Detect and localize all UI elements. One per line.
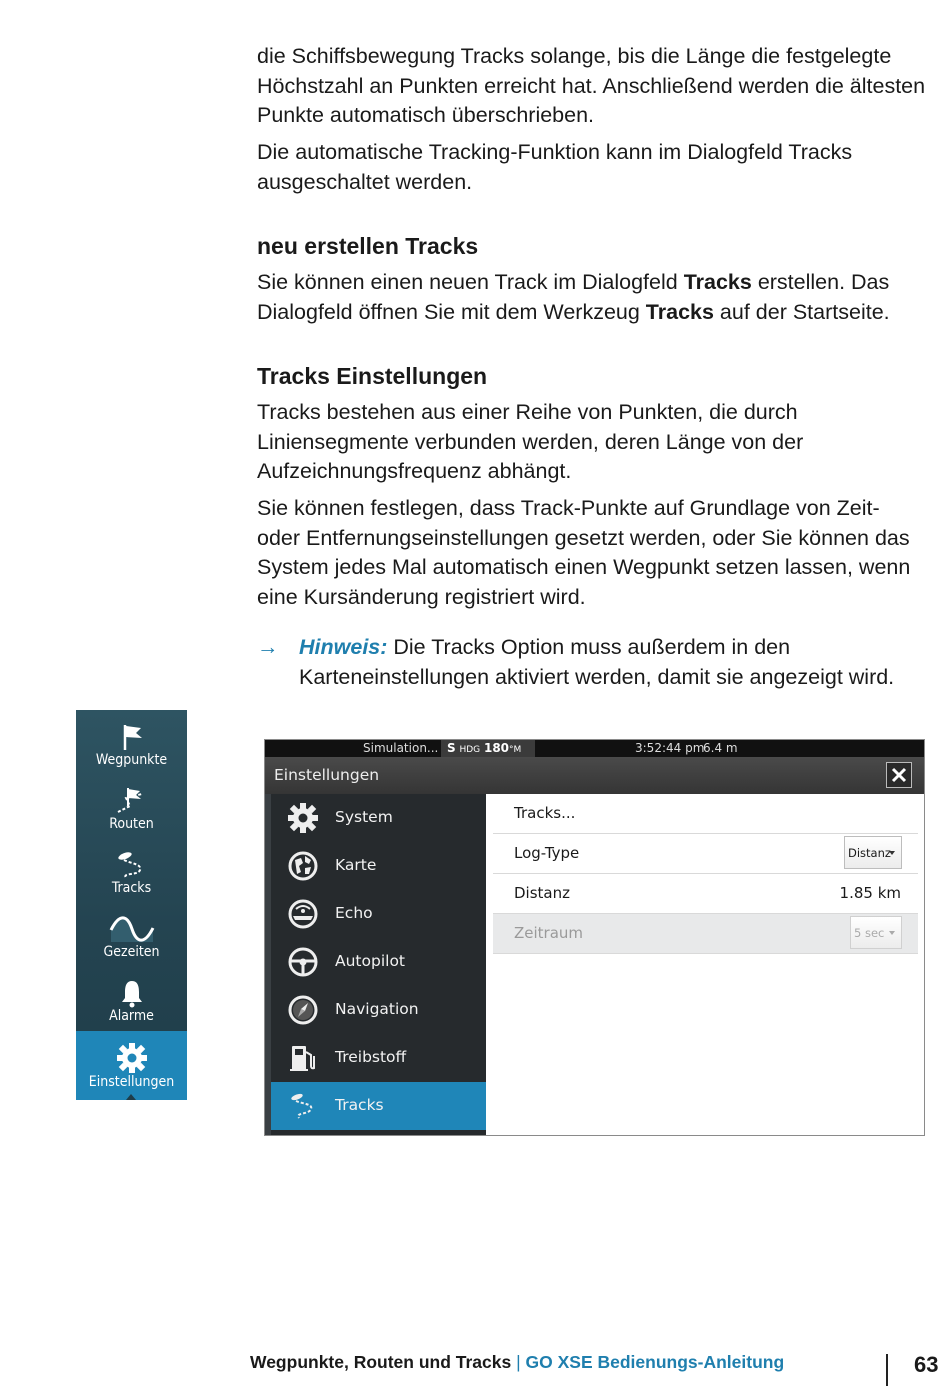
tracks-icon <box>287 1090 319 1122</box>
paragraph-create-track: Sie können einen neuen Track im Dialogfeld Tracks erstellen. Das Dialogfeld öffnen Sie mit dem Werkzeug Tracks auf der Startseite. <box>257 270 890 324</box>
row-label: Zeitraum <box>514 924 584 942</box>
page-footer <box>250 1352 784 1373</box>
flag-icon <box>117 722 147 752</box>
row-label: Tracks... <box>514 804 576 822</box>
caret-icon <box>126 1094 136 1100</box>
menu-item-label: Autopilot <box>335 952 405 970</box>
tracks-list-row[interactable] <box>493 794 918 834</box>
menu-item-tracks[interactable] <box>271 1082 486 1130</box>
menu-item-karte[interactable] <box>271 842 486 890</box>
menu-item-treibstoff[interactable] <box>271 1034 486 1082</box>
footer-divider <box>886 1354 888 1386</box>
distance-readout: 6.4 m <box>703 741 738 755</box>
simulation-status: Simulation... <box>363 741 439 755</box>
sidebar-label: Alarme <box>109 1008 154 1024</box>
sidebar-label: Tracks <box>111 880 152 896</box>
menu-item-label: Karte <box>335 856 377 874</box>
sidebar-item-routen[interactable] <box>76 786 187 850</box>
menu-item-autopilot[interactable] <box>271 938 486 986</box>
time-readout: 3:52:44 pm <box>635 741 705 755</box>
dialog-titlebar <box>265 757 924 794</box>
globe-icon <box>287 850 319 882</box>
distanz-value[interactable]: 1.85 km <box>839 884 901 902</box>
menu-item-navigation[interactable] <box>271 986 486 1034</box>
bell-icon <box>117 978 147 1008</box>
note-label: Hinweis: <box>299 635 388 659</box>
footer-manual-title: GO XSE Bedienungs-Anleitung <box>525 1352 785 1372</box>
menu-item-label: Treibstoff <box>335 1048 407 1066</box>
menu-item-label: Echo <box>335 904 373 922</box>
paragraph-auto-tracking: Die automatische Tracking-Funktion kann im Dialogfeld Tracks ausgeschaltet werden. <box>257 140 853 194</box>
close-icon <box>887 763 911 787</box>
sidebar-label: Einstellungen <box>88 1074 175 1090</box>
dropdown-value: Distanz <box>848 846 891 860</box>
logtype-dropdown[interactable] <box>844 836 902 869</box>
tide-icon <box>109 914 155 944</box>
compass-icon <box>287 994 319 1026</box>
echo-icon <box>287 898 319 930</box>
arrow-right-icon: → <box>257 635 279 659</box>
heading-new-tracks: neu erstellen Tracks <box>257 233 479 259</box>
settings-screenshot <box>264 739 925 1136</box>
heading-readout: S HDG 180°M <box>441 740 535 757</box>
heading-track-settings: Tracks Einstellungen <box>257 363 488 389</box>
paragraph-track-options: Sie können festlegen, dass Track-Punkte auf Grundlage von Zeit- oder Entfernungseinstellungen gesetzt werden, oder Sie können das System jedes Mal automatisch einen Wegpunkt setzen lassen, wenn eine Kursänderung registriert wird. <box>257 496 911 609</box>
status-bar <box>265 740 924 757</box>
sidebar-label: Wegpunkte <box>95 752 168 768</box>
footer-separator: | <box>511 1352 526 1372</box>
logtype-row[interactable] <box>493 834 918 874</box>
chevron-down-icon <box>889 851 895 855</box>
dropdown-value: 5 sec <box>854 926 885 940</box>
home-sidebar <box>76 710 187 1100</box>
sidebar-label: Gezeiten <box>103 944 160 960</box>
gear-icon <box>287 802 319 834</box>
settings-menu <box>271 794 486 1136</box>
distanz-row[interactable] <box>493 874 918 914</box>
menu-item-system[interactable] <box>271 794 486 842</box>
row-label: Distanz <box>514 884 570 902</box>
page-number: 63 <box>914 1352 939 1377</box>
sidebar-item-wegpunkte[interactable] <box>76 722 187 786</box>
fuel-icon <box>287 1042 319 1074</box>
menu-item-label: System <box>335 808 393 826</box>
sidebar-item-einstellungen[interactable] <box>76 1031 187 1100</box>
route-icon <box>112 786 152 816</box>
gear-icon <box>116 1042 148 1074</box>
chevron-down-icon <box>889 931 895 935</box>
steering-wheel-icon <box>287 946 319 978</box>
footer-chapter: Wegpunkte, Routen und Tracks <box>250 1352 512 1372</box>
paragraph-track-limit: die Schiffsbewegung Tracks solange, bis die Länge die festgelegte Höchstzahl an Punkten erreicht hat. Anschließend werden die ältesten Punkte automatisch überschrieben. <box>257 44 926 127</box>
note-text: Hinweis: Die Tracks Option muss außerdem in den Karteneinstellungen aktiviert werden, damit sie angezeigt wird. <box>299 635 895 689</box>
tracks-icon <box>112 850 152 880</box>
zeitraum-dropdown <box>850 916 902 949</box>
close-button[interactable] <box>886 762 912 788</box>
sidebar-label: Routen <box>109 816 154 832</box>
zeitraum-row <box>493 914 918 954</box>
menu-item-label: Navigation <box>335 1000 419 1018</box>
menu-item-echo[interactable] <box>271 890 486 938</box>
paragraph-track-points: Tracks bestehen aus einer Reihe von Punkten, die durch Liniensegmente verbunden werden, deren Länge von der Aufzeichnungsfrequenz abhängt. <box>257 400 804 483</box>
dialog-title: Einstellungen <box>274 766 380 784</box>
sidebar-item-gezeiten[interactable] <box>76 914 187 978</box>
tracks-settings-panel <box>486 794 924 1135</box>
row-label: Log-Type <box>514 844 580 862</box>
sidebar-item-tracks[interactable] <box>76 850 187 914</box>
menu-item-label: Tracks <box>335 1096 384 1114</box>
